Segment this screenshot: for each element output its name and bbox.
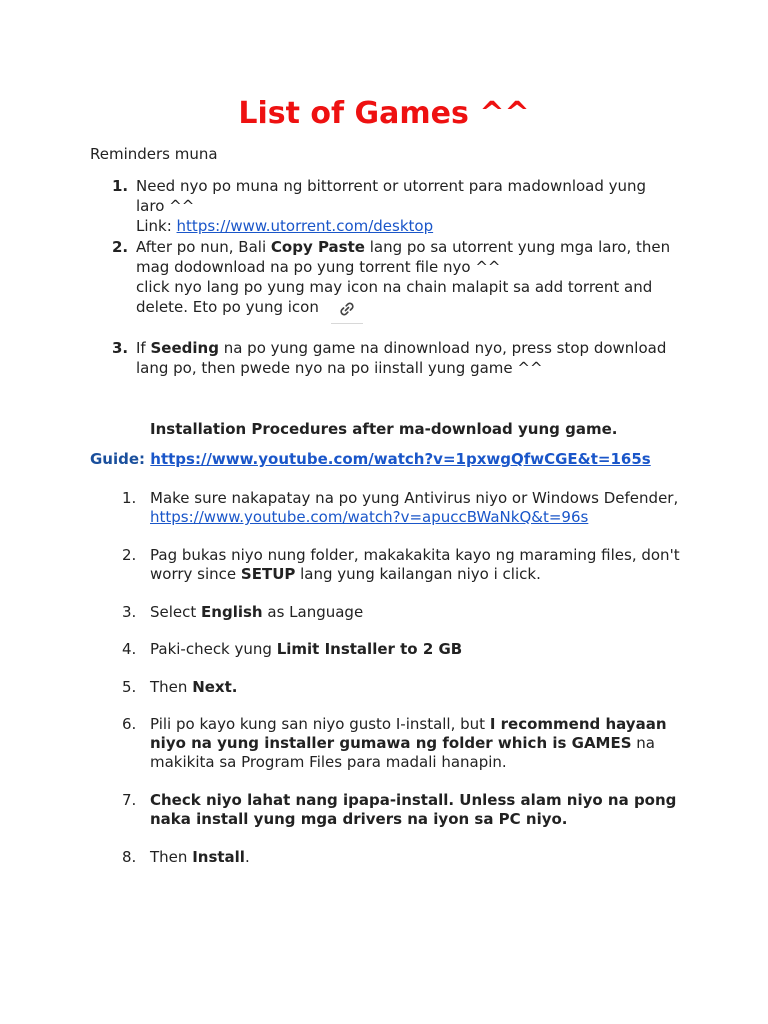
reminder-text: Need nyo po muna ng bittorrent or utorrent para madownload yung laro ^^ — [136, 177, 647, 215]
step-text: lang yung kailangan niyo i click. — [295, 565, 541, 583]
step-text: na makikita sa Program Files para madali hanapin. — [150, 734, 655, 771]
step-2 — [122, 546, 702, 584]
step-text: Then — [150, 848, 193, 866]
step-text: Then — [150, 678, 193, 696]
reminder-item-3 — [112, 338, 672, 378]
reminder-text: If — [136, 339, 151, 357]
step-3 — [122, 603, 702, 622]
installation-heading: Installation Procedures after ma-download yung game. — [150, 420, 618, 438]
reminder-text: na po yung game na dinownload nyo, press stop download lang po, then pwede nyo na po iinstall yung game ^^ — [136, 339, 667, 377]
step-text: . — [244, 848, 250, 866]
step-bold: SETUP — [240, 565, 296, 583]
step-bold: Check niyo lahat nang ipapa-install. Unless alam niyo na pong naka install yung mga drivers na iyon sa PC niyo. — [150, 791, 677, 828]
step-number: 2. — [122, 546, 137, 564]
guide-label: Guide: — [90, 450, 146, 468]
antivirus-youtube-link[interactable]: https://www.youtube.com/watch?v=apuccBWaNkQ&t=96s — [150, 508, 589, 526]
step-text: Pili po kayo kung san niyo gusto I-install, but — [150, 715, 490, 733]
step-8 — [122, 848, 702, 867]
step-6 — [122, 715, 702, 772]
reminder-text: After po nun, Bali — [136, 238, 271, 256]
link-label: Link: — [136, 217, 177, 235]
reminder-number: 1. — [112, 177, 129, 195]
reminder-text: lang po sa utorrent yung mga laro, then mag dodownload na po yung torrent file nyo ^^ — [136, 238, 671, 276]
step-5 — [122, 678, 702, 697]
step-1 — [122, 489, 702, 527]
reminder-item-2 — [112, 237, 672, 324]
step-number: 4. — [122, 640, 137, 658]
step-4 — [122, 640, 702, 659]
step-7 — [122, 791, 702, 829]
step-text: Select — [150, 603, 202, 621]
step-bold: I recommend hayaan niyo na yung installer gumawa ng folder which is GAMES — [150, 715, 667, 752]
step-number: 3. — [122, 603, 137, 621]
step-bold: Install — [192, 848, 245, 866]
page-title: List of Games ^^ — [238, 96, 530, 131]
reminders-heading: Reminders muna — [90, 145, 218, 163]
reminder-item-1 — [112, 176, 672, 236]
guide-line — [90, 450, 651, 469]
step-bold: English — [201, 603, 263, 621]
step-number: 8. — [122, 848, 137, 866]
seeding-bold: Seeding — [150, 339, 219, 357]
copy-paste-bold: Copy Paste — [270, 238, 365, 256]
utorrent-link[interactable]: https://www.utorrent.com/desktop — [176, 217, 434, 235]
step-text: as Language — [262, 603, 364, 621]
step-number: 1. — [122, 489, 137, 507]
step-bold: Limit Installer to 2 GB — [276, 640, 463, 658]
guide-youtube-link[interactable]: https://www.youtube.com/watch?v=1pxwgQfwCGE&t=165s — [150, 450, 651, 468]
chain-link-icon — [331, 297, 363, 324]
step-text: Paki-check yung — [150, 640, 277, 658]
reminder-number: 3. — [112, 339, 129, 357]
step-number: 6. — [122, 715, 137, 733]
step-bold: Next. — [192, 678, 238, 696]
reminder-text: click nyo lang po yung may icon na chain malapit sa add torrent and delete. Eto po yung icon — [136, 278, 653, 316]
step-text: Make sure nakapatay na po yung Antivirus niyo or Windows Defender, — [150, 489, 679, 507]
step-text: Pag bukas niyo nung folder, makakakita kayo ng maraming files, don't worry since — [150, 546, 680, 583]
step-number: 5. — [122, 678, 137, 696]
step-number: 7. — [122, 791, 137, 809]
reminder-number: 2. — [112, 238, 129, 256]
